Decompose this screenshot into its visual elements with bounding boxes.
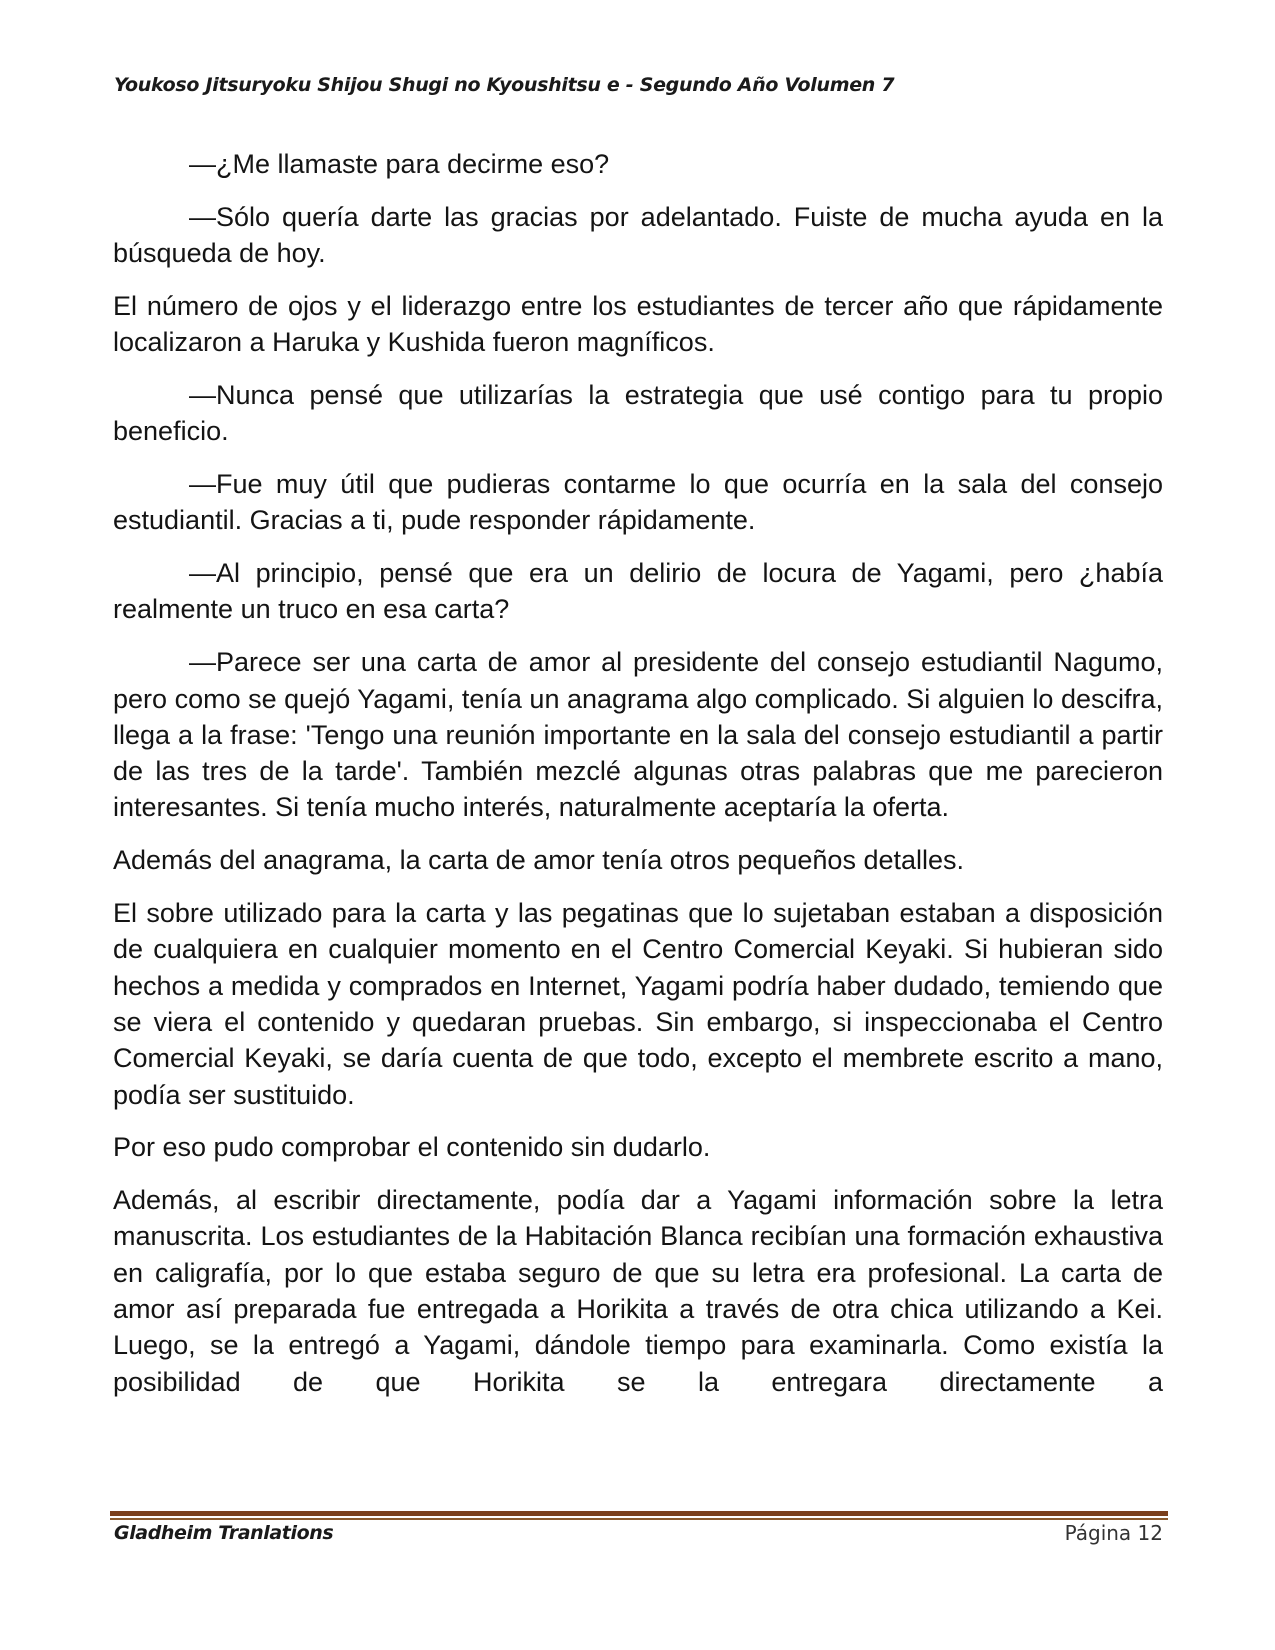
paragraph-6: —Al principio, pensé que era un delirio de locura de Yagami, pero ¿había realmente un truco en esa carta? xyxy=(113,558,1163,625)
paragraph-4: —Nunca pensé que utilizarías la estrategia que usé contigo para tu propio beneficio. xyxy=(113,379,1163,447)
footer-divider xyxy=(110,1511,1168,1520)
footer-publisher: Gladheim Tranlations xyxy=(114,1522,334,1544)
paragraph-2: —Sólo quería darte las gracias por adelantado. Fuiste de mucha ayuda en la búsqueda de hoy. xyxy=(113,201,1163,269)
paragraph-9: El sobre utilizado para la carta y las pegatinas que lo sujetaban estaban a disposición de cualquiera en cualquier momento en el Centro Comercial Keyaki. Si hubieran sido hechos a medida y comprados en Internet, Yagami podría haber dudado, temiendo que se viera el contenido y quedaran pruebas. Sin embargo, si inspeccionaba el Centro Comercial Keyaki, se daría cuenta de que todo, excepto el membrete escrito a mano, podía ser sustituido. xyxy=(113,898,1163,1110)
paragraph-10: Por eso pudo comprobar el contenido sin dudarlo. xyxy=(113,1132,711,1163)
footer-divider-thin xyxy=(110,1518,1168,1520)
page-label: Página xyxy=(1064,1521,1132,1545)
footer-divider-thick xyxy=(110,1511,1168,1516)
footer-page-indicator xyxy=(1065,1521,1163,1545)
page-number: 12 xyxy=(1137,1521,1163,1545)
paragraph-5: —Fue muy útil que pudieras contarme lo que ocurría en la sala del consejo estudiantil. Gracias a ti, pude responder rápidamente. xyxy=(113,469,1163,536)
paragraph-11: Además, al escribir directamente, podía dar a Yagami información sobre la letra manuscrita. Los estudiantes de la Habitación Blanca recibían una formación exhaustiva en caligrafía, por lo que estaba seguro de que su letra era profesional. La carta de amor así preparada fue entregada a Horikita a través de otra chica utilizando a Kei. Luego, se la entregó a Yagami, dándole tiempo para examinarla. Como existía la posibilidad de que Horikita se la entregara directamente a xyxy=(113,1185,1163,1397)
body-text xyxy=(113,146,1163,1416)
paragraph-1: —¿Me llamaste para decirme eso? xyxy=(189,149,610,179)
paragraph-7: —Parece ser una carta de amor al presidente del consejo estudiantil Nagumo, pero como se quejó Yagami, tenía un anagrama algo complicado. Si alguien lo descifra, llega a la frase: 'Tengo una reunión importante en la sala del consejo estudiantil a partir de las tres de la tarde'. También mezclé algunas otras palabras que me parecieron interesantes. Si tenía mucho interés, naturalmente aceptaría la oferta. xyxy=(113,647,1163,823)
paragraph-8: Además del anagrama, la carta de amor tenía otros pequeños detalles. xyxy=(113,845,965,876)
paragraph-3: El número de ojos y el liderazgo entre los estudiantes de tercer año que rápidamente localizaron a Haruka y Kushida fueron magníficos. xyxy=(113,290,1163,358)
page-header-title: Youkoso Jitsuryoku Shijou Shugi no Kyoushitsu e - Segundo Año Volumen 7 xyxy=(114,74,895,96)
